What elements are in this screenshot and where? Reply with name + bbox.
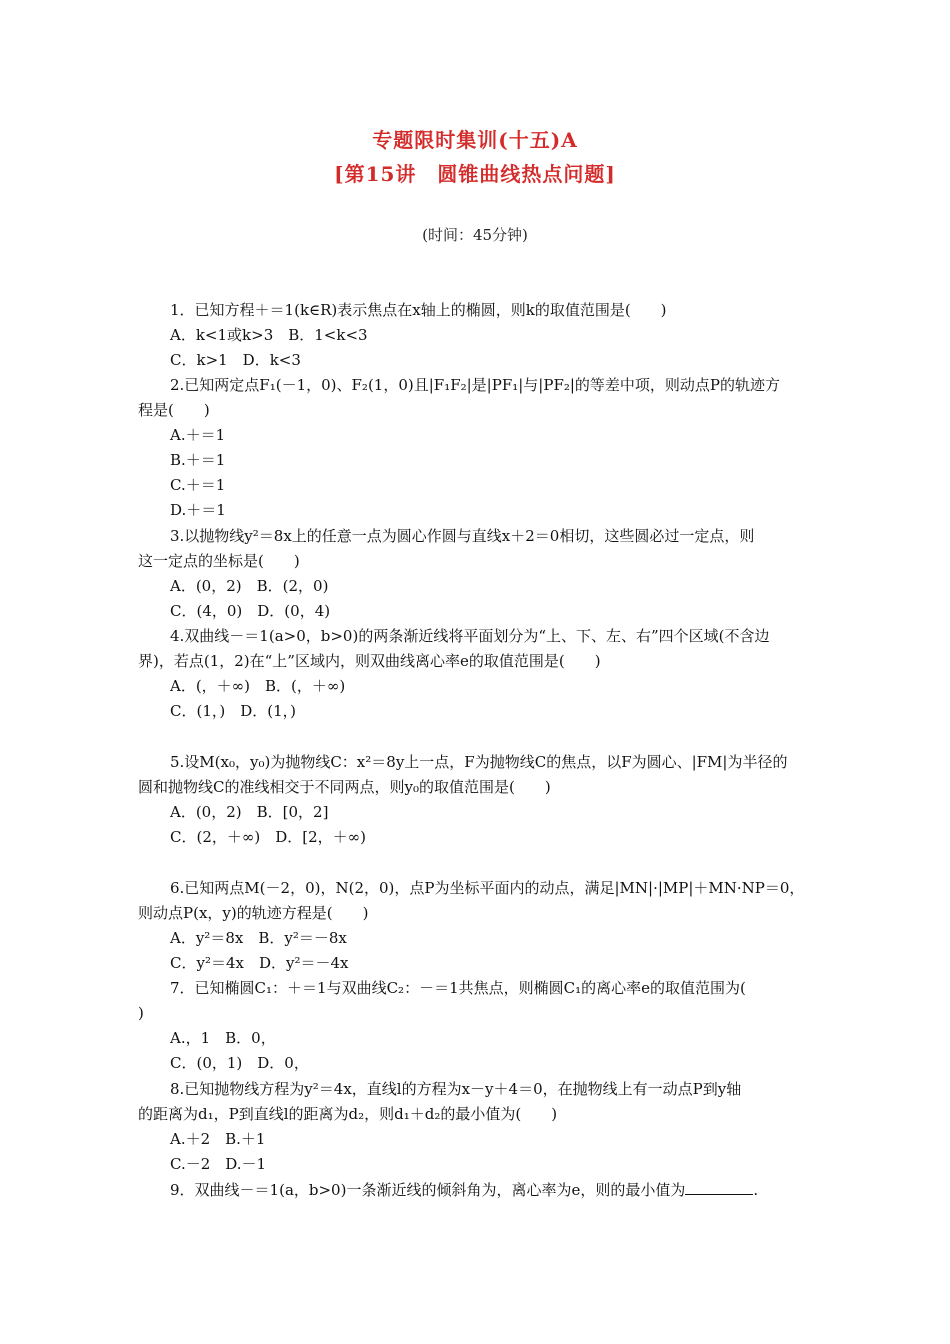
question-4-stem-cont: 界)，若点(1，2)在“上”区域内，则双曲线离心率e的取值范围是( ) xyxy=(138,652,601,670)
answer-blank[interactable] xyxy=(685,1180,753,1195)
question-7-stem: 7．已知椭圆C₁：＋＝1与双曲线C₂：－＝1共焦点，则椭圆C₁的离心率e的取值范围为( xyxy=(170,979,746,997)
question-6-stem-cont: 则动点P(x，y)的轨迹方程是( ) xyxy=(138,904,369,922)
question-3-stem-cont: 这一定点的坐标是( ) xyxy=(138,552,300,570)
question-2-option-c: C.＋＝1 xyxy=(170,476,226,494)
question-2-stem-cont: 程是( ) xyxy=(138,401,210,419)
question-1-options-ab: A．k<1或k>3 B．1<k<3 xyxy=(170,326,368,344)
question-1-options-cd: C．k>1 D．k<3 xyxy=(170,351,301,369)
question-3-options-ab: A．(0，2) B．(2，0) xyxy=(170,577,329,595)
question-9-stem: 9．双曲线－＝1(a，b>0)一条渐近线的倾斜角为，离心率为e，则的最小值为 xyxy=(170,1181,686,1199)
question-6-options-ab: A．y²＝8x B．y²＝－8x xyxy=(170,929,347,947)
question-8-stem: 8.已知抛物线方程为y²＝4x，直线l的方程为x－y＋4＝0，在抛物线上有一动点P到y轴 xyxy=(170,1080,742,1098)
question-4-options-ab: A．(，＋∞) B．(，＋∞) xyxy=(170,677,346,695)
page-title: 专题限时集训(十五)A xyxy=(372,128,578,152)
question-6-options-cd: C．y²＝4x D．y²＝－4x xyxy=(170,954,349,972)
question-9-line xyxy=(170,1180,758,1200)
question-7-options-cd: C．(0，1) D．0， xyxy=(170,1054,309,1072)
question-2-option-d: D.＋＝1 xyxy=(170,501,226,519)
page-subtitle: [第15讲 圆锥曲线热点问题] xyxy=(334,162,616,186)
question-8-stem-cont: 的距离为d₁，P到直线l的距离为d₂，则d₁＋d₂的最小值为( ) xyxy=(138,1105,558,1123)
question-8-options-ab: A.＋2 B.＋1 xyxy=(170,1130,266,1148)
question-5-options-cd: C．(2，＋∞) D．[2，＋∞) xyxy=(170,828,366,846)
question-1-stem: 1．已知方程＋＝1(k∈R)表示焦点在x轴上的椭圆，则k的取值范围是( ) xyxy=(170,301,667,319)
question-5-stem: 5.设M(x₀，y₀)为抛物线C：x²＝8y上一点，F为抛物线C的焦点，以F为圆心、|FM|为半径的 xyxy=(170,753,788,771)
question-2-option-b: B.＋＝1 xyxy=(170,451,226,469)
question-4-stem: 4.双曲线－＝1(a>0，b>0)的两条渐近线将平面划分为“上、下、左、右”四个区域(不含边 xyxy=(170,627,770,645)
question-3-stem: 3.以抛物线y²＝8x上的任意一点为圆心作圆与直线x＋2＝0相切，这些圆必过一定点，则 xyxy=(170,527,755,545)
question-7-stem-cont: ) xyxy=(138,1004,144,1022)
question-2-stem: 2.已知两定点F₁(－1，0)、F₂(1，0)且|F₁F₂|是|PF₁|与|PF₂|的等差中项，则动点P的轨迹方 xyxy=(170,376,781,394)
question-7-options-ab: A.，1 B．0， xyxy=(170,1029,276,1047)
question-6-stem: 6.已知两点M(－2，0)，N(2，0)，点P为坐标平面内的动点，满足|MN|·|MP|＋MN·NP＝0， xyxy=(170,879,805,897)
question-8-options-cd: C.－2 D.－1 xyxy=(170,1155,267,1173)
question-2-option-a: A.＋＝1 xyxy=(170,426,226,444)
time-limit: (时间：45分钟) xyxy=(422,226,528,244)
question-5-options-ab: A．(0，2) B．[0，2] xyxy=(170,803,329,821)
question-5-stem-cont: 圆和抛物线C的准线相交于不同两点，则y₀的取值范围是( ) xyxy=(138,778,551,796)
question-3-options-cd: C．(4，0) D．(0，4) xyxy=(170,602,331,620)
question-9-period: . xyxy=(753,1181,759,1199)
question-4-options-cd: C．(1，) D．(1，) xyxy=(170,702,296,720)
